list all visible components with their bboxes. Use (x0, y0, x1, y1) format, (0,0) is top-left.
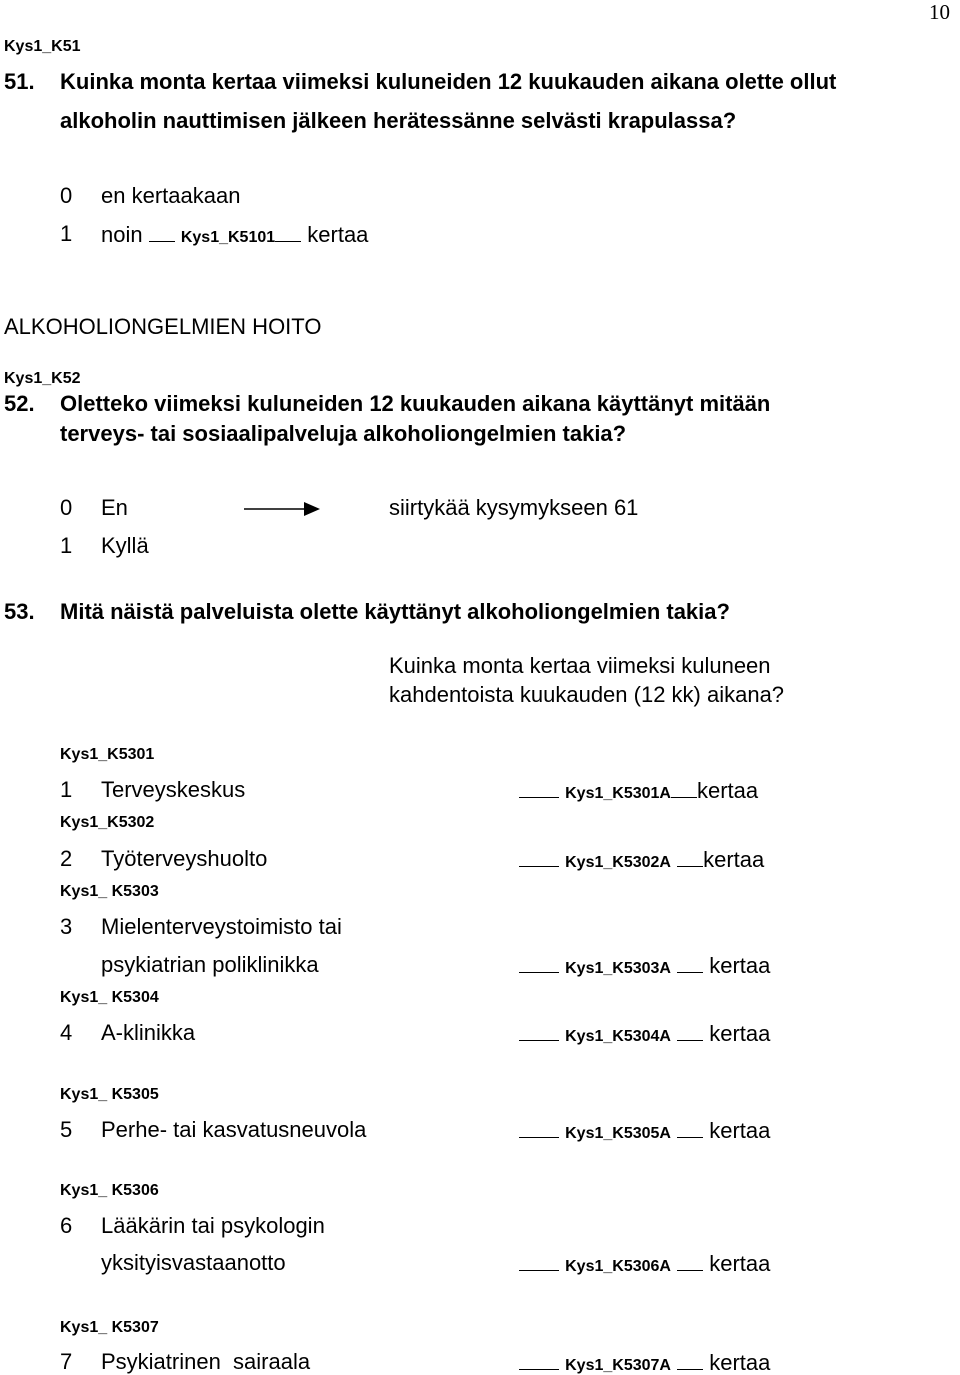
variable-code: Kys1_ K5307 (60, 1319, 159, 1336)
answer-blank[interactable] (519, 954, 559, 973)
unit-label: kertaa (709, 1021, 771, 1046)
option-number: 2 (60, 846, 73, 871)
variable-code: Kys1_ K5303 (60, 883, 159, 900)
unit-label: kertaa (696, 778, 759, 803)
skip-instruction: siirtykää kysymykseen 61 (389, 495, 639, 520)
option-number: 0 (60, 495, 73, 520)
answer-blank[interactable] (671, 779, 697, 798)
answer-blank[interactable] (519, 1252, 559, 1271)
option-label: en kertaakaan (101, 183, 241, 208)
option-number: 0 (60, 183, 73, 208)
count-entry (519, 1022, 770, 1045)
count-entry (519, 1119, 770, 1142)
option-label: En (101, 495, 128, 520)
service-label-line2: yksityisvastaanotto (101, 1250, 286, 1275)
variable-code: Kys1_ K5304 (60, 989, 159, 1006)
answer-blank[interactable] (519, 848, 559, 867)
question-number: 52. (4, 391, 35, 416)
variable-code: Kys1_K51 (4, 38, 81, 55)
service-label: Työterveyshuolto (101, 846, 268, 871)
answer-field-code: Kys1_K5303A (565, 960, 671, 977)
sub-question-text: kahdentoista kuukauden (12 kk) aikana? (389, 682, 785, 707)
answer-field-code: Kys1_K5306A (565, 1258, 671, 1275)
service-label: Psykiatrinen sairaala (101, 1349, 311, 1374)
question-text: alkoholin nauttimisen jälkeen herätessänne selvästi krapulassa? (60, 108, 737, 133)
count-entry (519, 1252, 770, 1275)
unit-label: kertaa (709, 1118, 771, 1143)
count-entry (519, 848, 764, 871)
option-number: 4 (60, 1020, 73, 1045)
answer-blank[interactable] (275, 223, 301, 242)
answer-blank[interactable] (677, 1252, 703, 1271)
answer-blank[interactable] (677, 1119, 703, 1138)
arrow-right-icon (244, 499, 320, 519)
answer-field-code: Kys1_K5304A (565, 1028, 671, 1045)
service-label: Perhe- tai kasvatusneuvola (101, 1117, 367, 1142)
answer-blank[interactable] (519, 1022, 559, 1041)
option-number: 3 (60, 914, 73, 939)
page-number: 10 (929, 0, 950, 24)
answer-blank[interactable] (677, 954, 703, 973)
option-number: 1 (60, 533, 73, 558)
option-count-row (101, 223, 368, 246)
answer-blank[interactable] (677, 1351, 703, 1370)
unit-label: kertaa (307, 222, 369, 247)
service-label: Lääkärin tai psykologin (101, 1213, 325, 1238)
answer-field-code: Kys1_K5302A (565, 854, 671, 871)
answer-field-code: Kys1_K5301A (565, 785, 671, 802)
answer-field-code: Kys1_K5307A (565, 1357, 671, 1374)
option-number: 7 (60, 1349, 73, 1374)
answer-blank[interactable] (519, 1119, 559, 1138)
unit-label: kertaa (709, 1251, 771, 1276)
answer-field-code: Kys1_K5305A (565, 1125, 671, 1142)
variable-code: Kys1_K52 (4, 370, 81, 387)
service-label-line2: psykiatrian poliklinikka (101, 952, 319, 977)
option-label: Kyllä (101, 533, 149, 558)
variable-code: Kys1_ K5305 (60, 1086, 159, 1103)
unit-label: kertaa (703, 847, 765, 872)
section-heading: ALKOHOLIONGELMIEN HOITO (4, 314, 322, 339)
variable-code: Kys1_K5301 (60, 746, 155, 763)
option-label: noin (101, 222, 143, 247)
service-label: Terveyskeskus (101, 777, 246, 802)
option-number: 6 (60, 1213, 73, 1238)
count-entry (519, 954, 770, 977)
option-number: 1 (60, 221, 73, 246)
option-number: 5 (60, 1117, 73, 1142)
service-label: A-klinikka (101, 1020, 196, 1045)
question-text: Kuinka monta kertaa viimeksi kuluneiden 12 kuukauden aikana olette ollut (60, 69, 837, 94)
count-entry (519, 1351, 770, 1374)
answer-blank[interactable] (519, 1351, 559, 1370)
question-number: 51. (4, 69, 35, 94)
unit-label: kertaa (709, 1350, 771, 1375)
question-number: 53. (4, 599, 35, 624)
answer-blank[interactable] (149, 223, 175, 242)
question-text: terveys- tai sosiaalipalveluja alkoholiongelmien takia? (60, 421, 627, 446)
service-label: Mielenterveystoimisto tai (101, 914, 342, 939)
variable-code: Kys1_ K5306 (60, 1182, 159, 1199)
answer-blank[interactable] (519, 779, 559, 798)
unit-label: kertaa (709, 953, 771, 978)
variable-code: Kys1_K5302 (60, 814, 155, 831)
answer-blank[interactable] (677, 1022, 703, 1041)
count-entry (519, 779, 758, 802)
question-text: Oletteko viimeksi kuluneiden 12 kuukauden aikana käyttänyt mitään (60, 391, 771, 416)
question-text: Mitä näistä palveluista olette käyttänyt alkoholiongelmien takia? (60, 599, 730, 624)
answer-field-code: Kys1_K5101 (180, 229, 276, 246)
option-number: 1 (60, 777, 73, 802)
answer-blank[interactable] (677, 848, 703, 867)
sub-question-text: Kuinka monta kertaa viimeksi kuluneen (389, 653, 771, 678)
